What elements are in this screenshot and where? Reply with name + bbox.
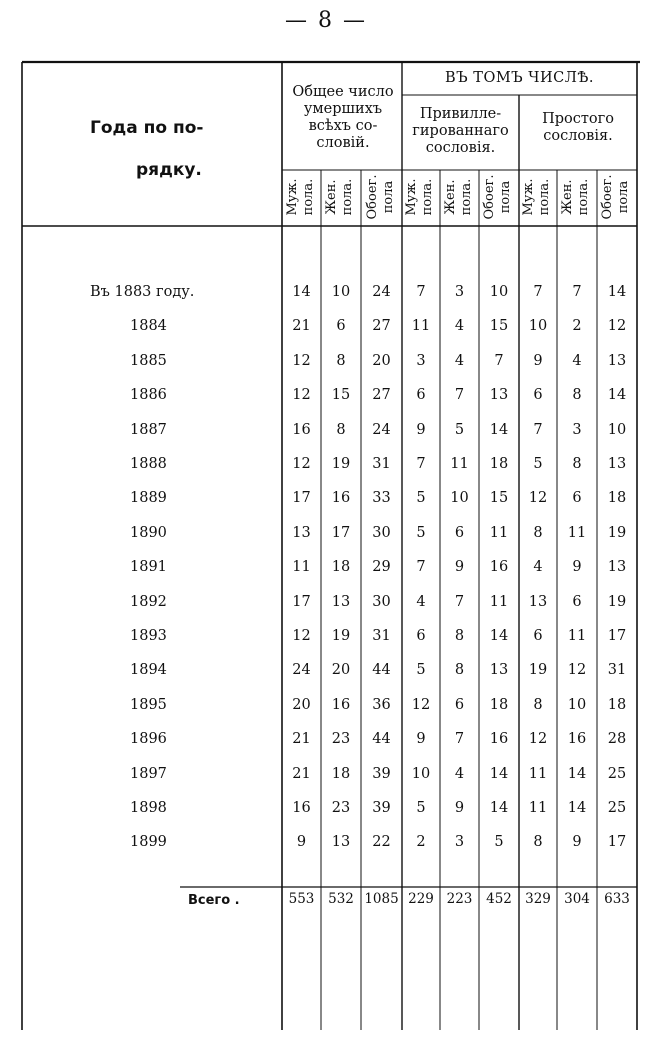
table-cell: 7 — [416, 559, 426, 576]
table-cell: 7 — [416, 284, 426, 300]
table-cell: 27 — [372, 387, 391, 404]
row-year: 1886 — [130, 387, 167, 404]
table-cell: 12 — [607, 318, 627, 335]
table-cell: 5 — [416, 662, 426, 679]
table-cell: 6 — [454, 696, 465, 713]
table-cell: 21 — [292, 765, 311, 782]
table-cell: 7 — [454, 593, 465, 610]
table-cell: 11 — [489, 524, 509, 541]
table-cell: 7 — [454, 387, 465, 404]
table-cell: 8 — [572, 456, 582, 472]
table-cell: 8 — [454, 662, 465, 679]
table-cell: 8 — [533, 834, 543, 851]
table-cell: 5 — [454, 421, 465, 438]
total-cell: 633 — [604, 891, 630, 907]
table-cell: 13 — [489, 387, 509, 404]
table-cell: 25 — [607, 800, 627, 816]
table-cell: 17 — [607, 834, 627, 851]
table-cell: 8 — [336, 421, 346, 438]
table-cell: 20 — [372, 352, 391, 369]
table-cell: 19 — [607, 524, 627, 541]
table-cell: 44 — [372, 731, 391, 748]
table-cell: 9 — [454, 559, 465, 576]
table-cell: 11 — [411, 318, 431, 335]
table-cell: 16 — [331, 696, 351, 713]
table-cell: 3 — [572, 421, 582, 438]
table-cell: 11 — [450, 456, 469, 472]
table-cell: 5 — [416, 800, 426, 816]
table-cell: 4 — [454, 765, 465, 782]
table-cell: 6 — [416, 387, 426, 404]
table-cell: 39 — [372, 800, 391, 816]
subheader-male-col1: Муж. пола. — [284, 178, 316, 216]
table-cell: 5 — [416, 490, 426, 507]
table-cell: 11 — [292, 559, 311, 576]
table-cell: 24 — [372, 421, 391, 438]
table-cell: 31 — [372, 456, 391, 472]
table-cell: 8 — [533, 524, 543, 541]
table-cell: 8 — [336, 352, 346, 369]
row-year: 1890 — [130, 524, 167, 541]
table-cell: 14 — [567, 765, 587, 782]
table-cell: 20 — [331, 662, 351, 679]
table-cell: 19 — [528, 662, 548, 679]
table-cell: 18 — [489, 696, 509, 713]
table-cell: 19 — [331, 456, 351, 472]
table-cell: 17 — [607, 628, 627, 644]
table-cell: 7 — [416, 456, 426, 472]
table-cell: 18 — [607, 490, 627, 507]
table-cell: 13 — [607, 352, 627, 369]
row-year: 1898 — [130, 800, 167, 816]
table-cell: 16 — [489, 731, 509, 748]
table-cell: 10 — [411, 765, 431, 782]
row-year: 1885 — [130, 352, 167, 369]
table-cell: 12 — [528, 490, 548, 507]
table-cell: 14 — [292, 284, 311, 300]
table-cell: 2 — [572, 318, 582, 335]
table-cell: 18 — [331, 765, 351, 782]
table-cell: 28 — [607, 731, 627, 748]
total-cell: 304 — [564, 891, 590, 907]
row-year: 1884 — [130, 318, 167, 335]
table-cell: 16 — [292, 421, 311, 438]
row-year: 1897 — [130, 765, 167, 782]
table-cell: 14 — [567, 800, 587, 816]
table-cell: 8 — [572, 387, 582, 404]
table-cell: 24 — [372, 284, 391, 300]
page-number: — 8 — — [285, 8, 367, 33]
table-cell: 9 — [572, 834, 582, 851]
table-cell: 23 — [331, 800, 351, 816]
table-cell: 12 — [292, 387, 311, 404]
table-cell: 30 — [372, 524, 391, 541]
total-cell: 532 — [328, 891, 354, 907]
total-cell: 229 — [408, 891, 434, 907]
table-cell: 4 — [572, 352, 582, 369]
table-cell: 19 — [331, 628, 351, 644]
year-column-header-line2: рядку. — [136, 160, 202, 180]
table-cell: 44 — [372, 662, 391, 679]
table-cell: 8 — [533, 696, 543, 713]
table-cell: 9 — [296, 834, 307, 851]
table-cell: 39 — [372, 765, 391, 782]
row-year: 1892 — [130, 593, 167, 610]
year-column-header-line1: Года по по- — [90, 118, 204, 138]
table-cell: 13 — [331, 593, 351, 610]
privileged-class-header: Привилле- гированнаго сословія. — [412, 106, 509, 156]
table-cell: 10 — [489, 284, 509, 300]
table-cell: 4 — [454, 318, 465, 335]
subheader-male-col7: Муж. пола. — [521, 178, 552, 216]
subheader-female-col5: Жен. пола. — [442, 178, 474, 216]
row-year: 1894 — [130, 662, 167, 679]
table-cell: 29 — [372, 559, 391, 576]
table-cell: 11 — [528, 800, 548, 816]
table-cell: 2 — [416, 834, 426, 851]
table-cell: 9 — [572, 559, 582, 576]
table-cell: 16 — [331, 490, 351, 507]
table-cell: 12 — [528, 731, 548, 748]
table-cell: 10 — [331, 284, 351, 300]
table-cell: 12 — [292, 628, 311, 644]
table-cell: 6 — [572, 490, 582, 507]
table-cell: 7 — [533, 284, 543, 300]
table-cell: 17 — [292, 593, 311, 610]
table-cell: 16 — [292, 800, 311, 816]
subheader-both-col9: Обоег. пола — [600, 174, 631, 220]
table-cell: 8 — [454, 628, 465, 644]
subheader-female-col8: Жен. пола. — [560, 178, 591, 216]
table-cell: 14 — [607, 387, 627, 404]
table-cell: 21 — [292, 731, 311, 748]
total-cell: 1085 — [364, 891, 399, 907]
table-cell: 7 — [454, 731, 465, 748]
table-cell: 16 — [489, 559, 509, 576]
table-cell: 12 — [567, 662, 587, 679]
table-cell: 14 — [489, 628, 509, 644]
table-cell: 15 — [331, 387, 351, 404]
subheader-both-col6: Обоег. пола — [482, 174, 513, 220]
table-cell: 16 — [567, 731, 587, 748]
table-cell: 31 — [607, 662, 627, 679]
table-cell: 31 — [372, 628, 391, 644]
table-cell: 12 — [292, 352, 311, 369]
total-cell: 223 — [446, 891, 473, 907]
table-cell: 11 — [567, 524, 587, 541]
table-cell: 9 — [416, 421, 426, 438]
subheader-both-col3: Обоег. пола — [364, 174, 396, 220]
table-cell: 18 — [607, 696, 627, 713]
table-cell: 5 — [494, 834, 504, 851]
table-cell: 6 — [416, 628, 426, 644]
table-cell: 5 — [416, 524, 426, 541]
table-cell: 36 — [372, 696, 391, 713]
row-year: 1891 — [130, 559, 167, 576]
including-header: ВЪ ТОМЪ ЧИСЛѢ. — [444, 70, 595, 86]
total-deaths-header: Общее число умершихъ всѣхъ со- словій. — [292, 84, 394, 151]
table-cell: 11 — [528, 765, 548, 782]
table-cell: 3 — [454, 284, 465, 300]
table-cell: 7 — [494, 352, 504, 369]
table-cell: 14 — [489, 421, 509, 438]
subheader-male-col4: Муж. пола. — [404, 178, 435, 216]
table-cell: 10 — [450, 490, 469, 507]
row-year: 1888 — [130, 456, 167, 472]
table-cell: 14 — [489, 800, 509, 816]
table-cell: 5 — [533, 456, 543, 472]
table-cell: 18 — [331, 559, 351, 576]
row-year: 1896 — [130, 731, 167, 748]
table-cell: 10 — [567, 696, 587, 713]
total-cell: 452 — [486, 891, 512, 907]
table-cell: 33 — [372, 490, 391, 507]
table-cell: 27 — [372, 318, 391, 335]
row-year: 1889 — [130, 490, 167, 507]
table-cell: 13 — [607, 559, 627, 576]
table-cell: 14 — [607, 284, 627, 300]
table-cell: 4 — [533, 559, 543, 576]
row-year: 1893 — [130, 628, 167, 644]
table-cell: 18 — [489, 456, 509, 472]
table-cell: 9 — [533, 352, 543, 369]
table-cell: 4 — [416, 593, 426, 610]
table-cell: 15 — [489, 318, 509, 335]
table-cell: 6 — [336, 318, 346, 335]
table-cell: 11 — [489, 593, 509, 610]
table-cell: 21 — [292, 318, 311, 335]
table-cell: 4 — [454, 352, 465, 369]
table-cell: 12 — [292, 456, 311, 472]
table-cell: 30 — [372, 593, 391, 610]
table-cell: 13 — [607, 456, 627, 472]
table-cell: 7 — [572, 284, 582, 300]
table-cell: 17 — [292, 490, 311, 507]
table-cell: 13 — [528, 593, 548, 610]
row-year: 1895 — [130, 696, 167, 713]
row-year: Въ 1883 году. — [90, 284, 195, 300]
table-cell: 14 — [489, 765, 509, 782]
table-cell: 9 — [416, 731, 426, 748]
table-cell: 6 — [533, 628, 543, 644]
table-cell: 17 — [331, 524, 351, 541]
total-cell: 329 — [525, 891, 551, 907]
table-cell: 15 — [489, 490, 509, 507]
table-cell: 13 — [331, 834, 351, 851]
total-cell: 553 — [288, 891, 315, 907]
table-cell: 19 — [607, 593, 627, 610]
row-year: 1887 — [130, 421, 167, 438]
common-class-header: Простого сословія. — [542, 111, 614, 144]
totals-label: Всего . — [188, 893, 240, 908]
table-cell: 6 — [572, 593, 582, 610]
table-cell: 20 — [292, 696, 311, 713]
table-cell: 24 — [292, 662, 311, 679]
table-cell: 10 — [528, 318, 548, 335]
table-cell: 10 — [607, 421, 627, 438]
table-cell: 12 — [411, 696, 431, 713]
table-cell: 6 — [454, 524, 465, 541]
table-cell: 22 — [372, 834, 391, 851]
row-year: 1899 — [130, 834, 167, 851]
table-cell: 6 — [533, 387, 543, 404]
table-cell: 13 — [489, 662, 509, 679]
table-cell: 25 — [607, 765, 627, 782]
table-cell: 23 — [331, 731, 351, 748]
table-cell: 3 — [454, 834, 465, 851]
table-cell: 7 — [533, 421, 543, 438]
table-cell: 11 — [567, 628, 587, 644]
table-cell: 9 — [454, 800, 465, 816]
table-cell: 13 — [292, 524, 311, 541]
subheader-female-col2: Жен. пола. — [324, 178, 355, 216]
table-cell: 3 — [416, 352, 426, 369]
